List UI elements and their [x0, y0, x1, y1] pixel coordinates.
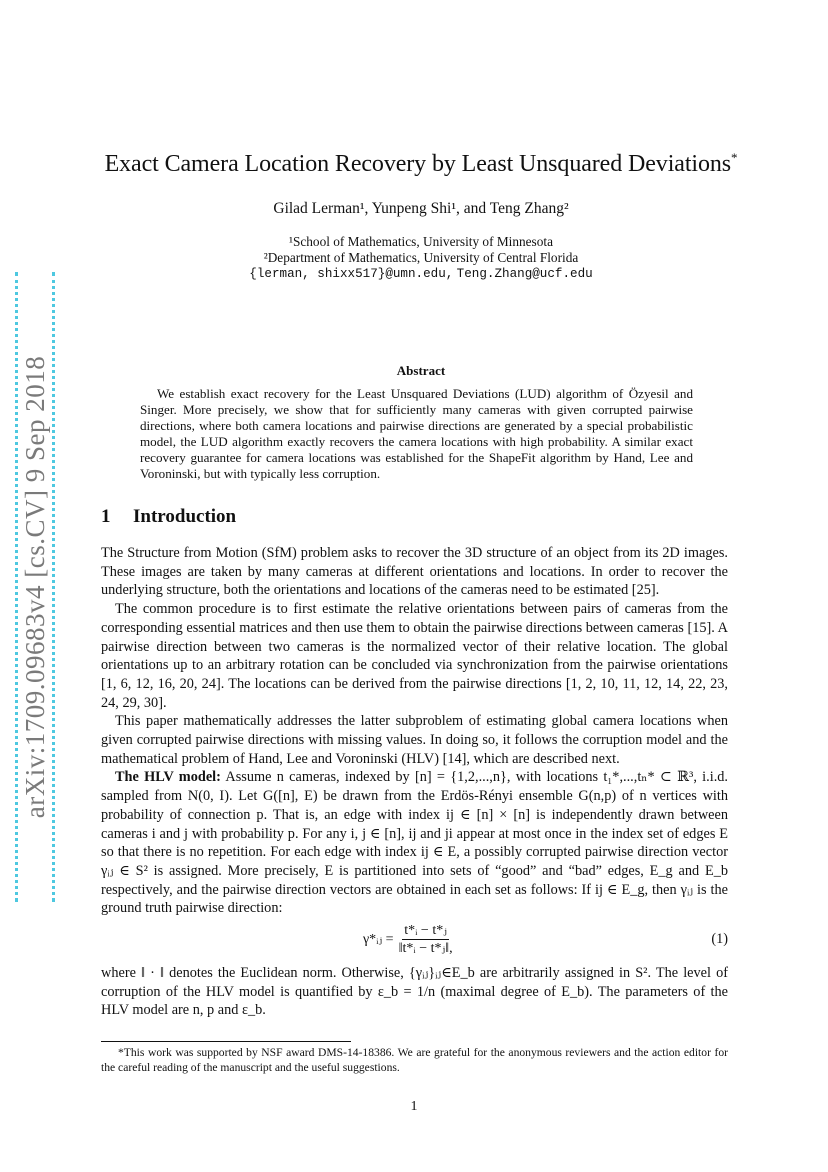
- hlv-text: Assume n cameras, indexed by [n] = {1,2,...,n}, with locations t₁*,...,tₙ* ⊂ ℝ³, i.i.d. sampled from N(0, I). Let G([n], E) be drawn from the Erdös-Rényi ensemble G(n,p) of n vertices with probability of connection p. That is, an edge with index ij ∈ [n] × [n] is independently drawn between cameras i and j with probability p. For any i, j ∈ [n], ij and ji appear at most once in the index set of edges E so that there is no repetition. For each edge with index ij ∈ E, a possibly corrupted pairwise direction vector γᵢⱼ ∈ S² is assigned. More precisely, E is partitioned into sets of “good” and “bad” edges, E_g and E_b respectively, and the pairwise direction vectors are obtained in each set as follows: If ij ∈ E_g, then γᵢⱼ is the ground truth pairwise direction:: [101, 769, 728, 917]
- equation-body: [363, 918, 455, 962]
- arxiv-side-stamp: arXiv:1709.09683v4 [cs.CV] 9 Sep 2018: [15, 272, 55, 902]
- page-number: 1: [410, 1099, 418, 1114]
- affiliation-2: ²Department of Mathematics, University of Central Florida: [263, 250, 579, 265]
- title-text: Exact Camera Location Recovery by Least Unsquared Deviations: [104, 151, 732, 177]
- affiliation-1: ¹School of Mathematics, University of Minnesota: [289, 234, 553, 249]
- paragraph-1: The Structure from Motion (SfM) problem asks to recover the 3D structure of an object from its 2D images. These images are taken by many cameras at different orientations and locations. In order to recover the underlying structure, both the orientations and locations of the cameras need to be estimated [25].: [101, 545, 728, 599]
- paragraph-2: The common procedure is to first estimate the relative orientations between pairs of cameras from the corresponding essential matrices and then use them to obtain the pairwise directions between cameras [15]. A pairwise direction between two cameras is the normalized vector of their relative location. The global orientations up to an arbitrary rotation can be concluded via synchronization from the pairwise orientations [1, 6, 12, 16, 20, 24]. The locations can be derived from the pairwise directions [1, 2, 10, 11, 12, 14, 22, 23, 24, 29, 30].: [101, 601, 728, 711]
- footnote: [101, 1045, 728, 1075]
- abstract-heading: Abstract: [396, 363, 446, 378]
- author-list: Gilad Lerman¹, Yunpeng Shi¹, and Teng Zhang²: [273, 200, 569, 217]
- hlv-paragraph: [101, 768, 728, 918]
- email-ucf: Teng.Zhang@ucf.edu: [456, 267, 593, 281]
- section-heading: [101, 506, 236, 528]
- abstract-body: [140, 386, 693, 482]
- paragraph-3: This paper mathematically addresses the latter subproblem of estimating global camera locations when given corrupted pairwise directions with missing values. In doing so, it follows the corruption model and the mathematical problem of Hand, Lee and Voroninski (HLV) [14], which are described next.: [101, 713, 728, 767]
- footnote-text: *This work was supported by NSF award DMS-14-18386. We are grateful for the anonymous reviewers and the action editor for the careful reading of the manuscript and the useful suggestions.: [101, 1046, 728, 1074]
- author-emails: [96, 265, 746, 281]
- equation-denominator: ‖t*ᵢ − t*ⱼ‖,: [398, 941, 453, 957]
- equation-fraction: [397, 922, 455, 958]
- email-umn: {lerman, shixx517}@umn.edu,: [249, 267, 454, 281]
- equation-1: [101, 918, 728, 964]
- hlv-label: The HLV model:: [115, 769, 221, 786]
- main-text: [101, 544, 728, 1020]
- title-footnote-mark: *: [731, 150, 738, 165]
- equation-number: (1): [711, 931, 728, 948]
- equation-lhs: γ*ᵢⱼ =: [363, 931, 394, 947]
- paragraph-after-equation: where ‖ · ‖ denotes the Euclidean norm. Otherwise, {γᵢⱼ}ᵢⱼ∈E_b are arbitrarily assigned in S². The level of corruption of the HLV model is quantified by ε_b = 1/n (maximal degree of E_b). The parameters of the HLV model are n, p and ε_b.: [101, 965, 728, 1019]
- abstract-text: We establish exact recovery for the Least Unsquared Deviations (LUD) algorithm of Özyesil and Singer. More precisely, we show that for sufficiently many cameras with given corrupted pairwise directions, where both camera locations and pairwise directions are generated by a special probabilistic model, the LUD algorithm exactly recovers the camera locations with high probability. A similar exact recovery guarantee for camera locations was established for the ShapeFit algorithm by Hand, Lee and Voroninski, but with typically less corruption.: [140, 386, 693, 481]
- section-number: 1: [101, 506, 111, 527]
- section-title: Introduction: [133, 506, 237, 527]
- footnote-rule: [101, 1041, 351, 1042]
- paper-title: [96, 150, 746, 178]
- equation-numerator: t*ᵢ − t*ⱼ: [404, 923, 447, 939]
